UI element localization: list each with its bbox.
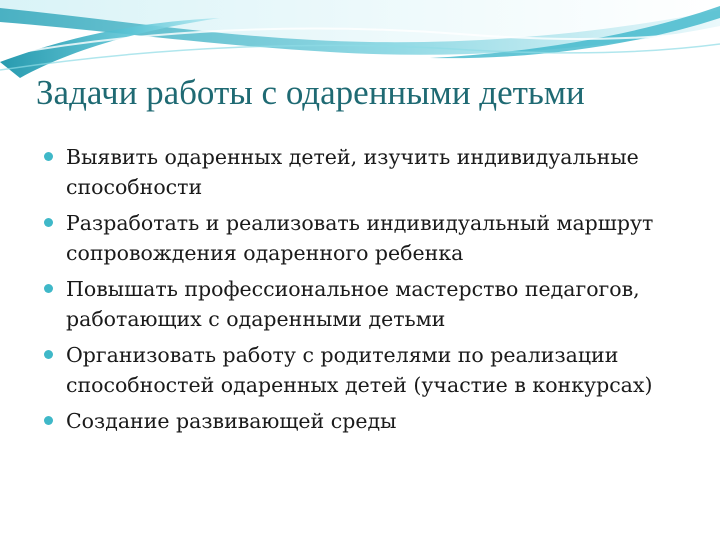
bullet-dot-icon [44, 152, 53, 161]
bullet-dot-icon [44, 350, 53, 359]
slide-title: Задачи работы с одаренными детьми [36, 73, 585, 112]
bullet-item [36, 274, 696, 334]
bullet-text: Создание развивающей среды [66, 409, 397, 433]
bullet-item [36, 142, 696, 202]
bullet-dot-icon [44, 416, 53, 425]
bullet-item [36, 208, 696, 268]
bullet-item [36, 406, 696, 436]
bullet-list [36, 142, 696, 442]
bullet-item [36, 340, 696, 400]
bullet-text: Разработать и реализовать индивидуальный маршрут сопровождения одаренного ребенка [66, 211, 654, 265]
bullet-dot-icon [44, 218, 53, 227]
bullet-dot-icon [44, 284, 53, 293]
bullet-text: Организовать работу с родителями по реализации способностей одаренных детей (участие в конкурсах) [66, 343, 653, 397]
bullet-text: Повышать профессиональное мастерство педагогов, работающих с одаренными детьми [66, 277, 640, 331]
bullet-text: Выявить одаренных детей, изучить индивидуальные способности [66, 145, 639, 199]
